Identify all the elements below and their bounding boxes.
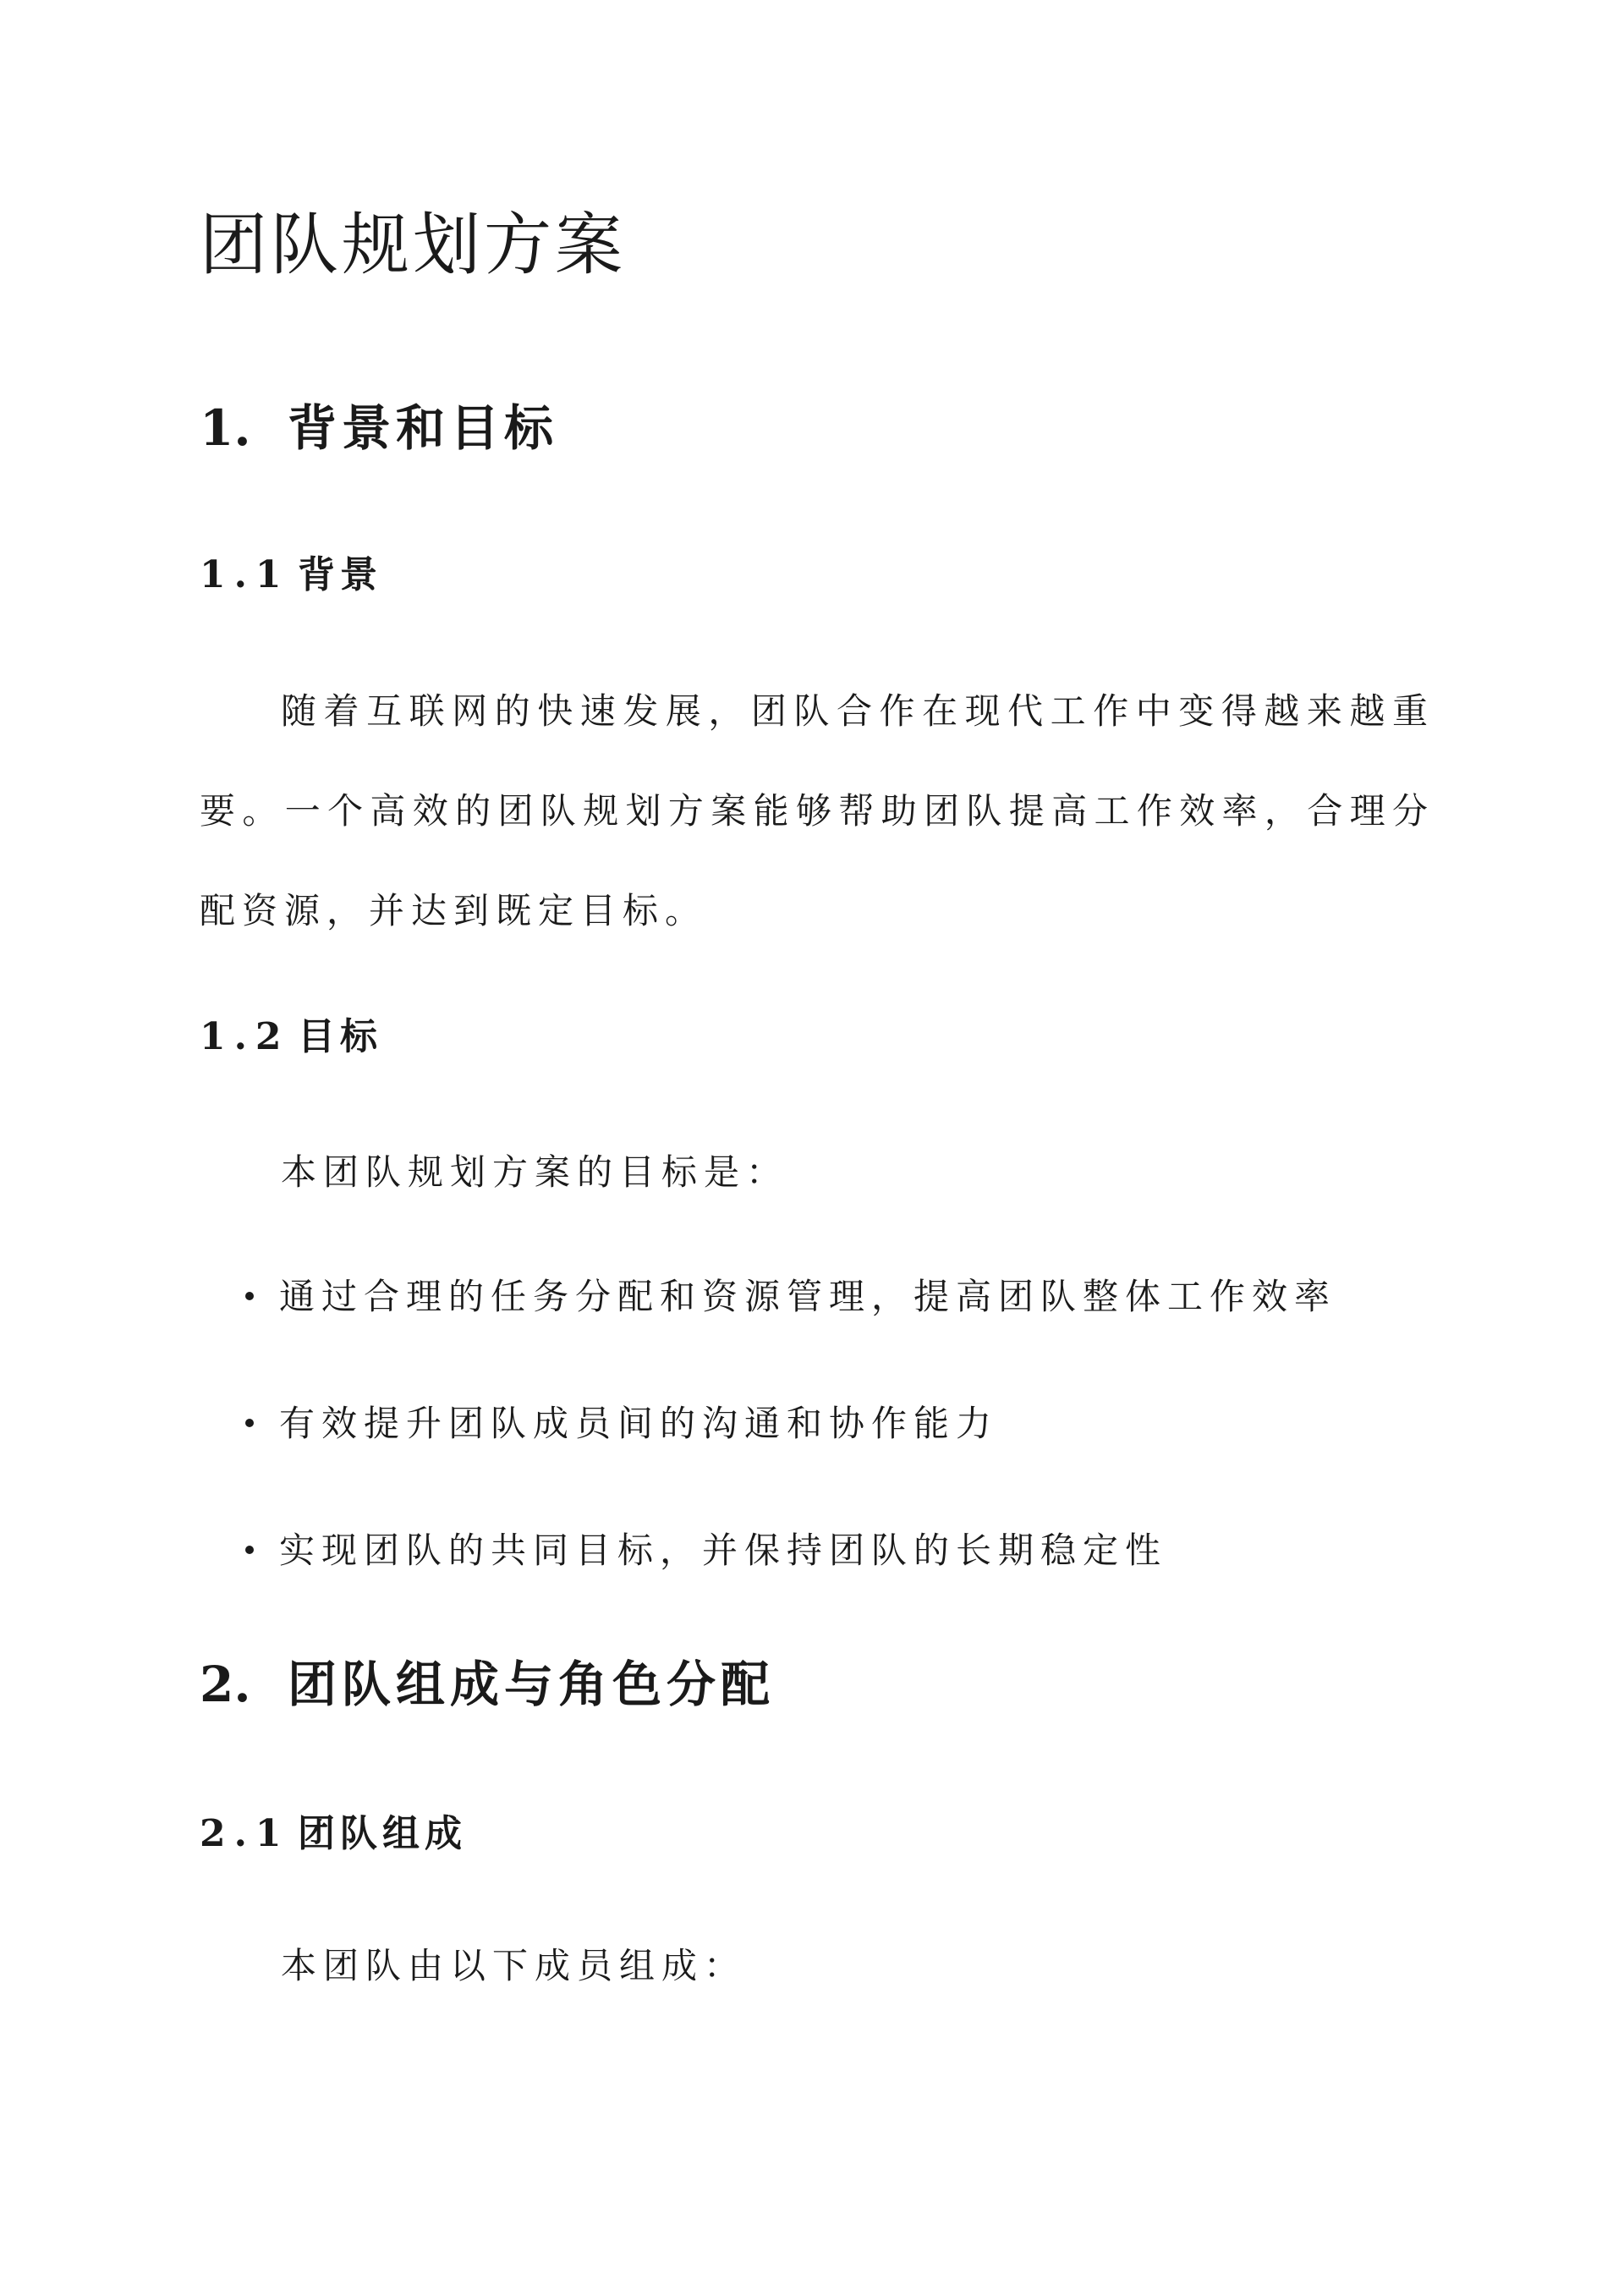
section-heading-1 [200, 398, 558, 459]
goals-intro: 本团队规划方案的目标是： [281, 1151, 789, 1193]
section-title: 团队组成与角色分配 [288, 1656, 776, 1713]
section-title: 背景和目标 [288, 399, 559, 457]
subsection-number: 1.2 [200, 1015, 290, 1058]
bullet-icon [245, 1419, 254, 1427]
subsection-title: 背景 [298, 553, 382, 596]
subsection-heading-2-1 [200, 1810, 467, 1858]
bullet-icon [245, 1546, 254, 1554]
section-heading-2 [200, 1654, 775, 1715]
list-item-text: 有效提升团队成员间的沟通和协作能力 [279, 1403, 999, 1444]
bullet-icon [245, 1292, 254, 1300]
subsection-heading-1-1 [200, 552, 382, 599]
team-intro: 本团队由以下成员组成： [281, 1945, 747, 1986]
page-title: 团队规划方案 [200, 206, 626, 284]
list-item [245, 1527, 1167, 1574]
background-paragraph: 随着互联网的快速发展，团队合作在现代工作中变得越来越重要。一个高效的团队规划方案能够帮助团队提高工作效率，合理分配资源，并达到既定目标。 [200, 690, 1435, 931]
list-item [245, 1400, 998, 1447]
subsection-number: 1.1 [200, 553, 290, 596]
subsection-title: 目标 [298, 1015, 382, 1058]
subsection-title: 团队组成 [298, 1812, 467, 1855]
subsection-number: 2.1 [200, 1812, 290, 1855]
subsection-heading-1-2 [200, 1013, 382, 1061]
list-item-text: 实现团队的共同目标，并保持团队的长期稳定性 [279, 1530, 1168, 1571]
list-item [245, 1273, 1336, 1321]
section-number: 1. [200, 399, 251, 457]
list-item-text: 通过合理的任务分配和资源管理，提高团队整体工作效率 [279, 1276, 1337, 1317]
section-number: 2. [200, 1656, 251, 1713]
